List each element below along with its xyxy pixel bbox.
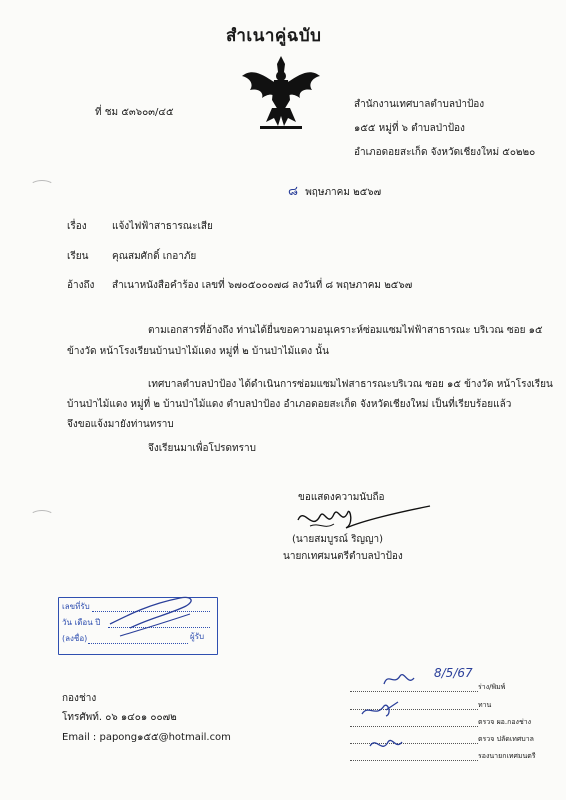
recipient-text: คุณสมศักดิ์ เกอาภัย bbox=[112, 251, 197, 262]
stamp-pen-scribble bbox=[100, 584, 210, 644]
reference-text: สำเนาหนังสือคำร้อง เลขที่ ๖๗๐๕๐๐๐๗๘ ลงวันที่ ๘ พฤษภาคม ๒๕๖๗ bbox=[112, 280, 413, 291]
recipient-label: เรียน bbox=[67, 251, 89, 262]
sender-district-line: อำเภอดอยสะเก็ด จังหวัดเชียงใหม่ ๕๐๒๒๐ bbox=[354, 147, 536, 158]
routing-row-check: ทาน bbox=[478, 701, 492, 709]
footer-department: กองช่าง bbox=[62, 693, 97, 704]
date-day-handwritten: ๘ bbox=[288, 184, 299, 199]
footer-phone: โทรศัพท์. ๐๖ ๑๔๐๑ ๐๐๗๒ bbox=[62, 712, 177, 723]
punch-hole-mark-bottom bbox=[30, 510, 54, 522]
body-paragraph-2-line-2: บ้านป่าไม้แดง หมู่ที่ ๒ บ้านป่าไม้แดง ตำบลป่าป้อง อำเภอดอยสะเก็ด จังหวัดเชียงใหม่ เป็นที่เรียบร้อยแล้ว bbox=[67, 399, 512, 410]
closing-phrase: ขอแสดงความนับถือ bbox=[298, 492, 385, 503]
body-paragraph-1-line-2: ข้างวัด หน้าโรงเรียนบ้านป่าไม้แดง หมู่ที่ ๒ บ้านป่าไม้แดง นั้น bbox=[67, 346, 329, 357]
routing-line-1 bbox=[350, 691, 478, 692]
footer-email: Email : papong๑๕๕@hotmail.com bbox=[62, 732, 231, 743]
subject-text: แจ้งไฟฟ้าสาธารณะเสีย bbox=[112, 221, 213, 232]
signature-scribble bbox=[290, 498, 440, 538]
routing-pen-scribbles bbox=[356, 696, 426, 764]
body-paragraph-1-line-1: ตามเอกสารที่อ้างถึง ท่านได้ยื่นขอความอนุเคราะห์ซ่อมแซมไฟฟ้าสาธารณะ บริเวณ ซอย ๑๕ bbox=[148, 325, 543, 336]
routing-row-deputy: รองนายกเทศมนตรี bbox=[478, 752, 536, 760]
stamp-receiver-suffix: ผู้รับ bbox=[190, 632, 205, 641]
body-paragraph-2-line-1: เทศบาลตำบลป่าป้อง ได้ดำเนินการซ่อมแซมไฟสาธารณะบริเวณ ซอย ๑๕ ข้างวัด หน้าโรงเรียน bbox=[148, 379, 553, 390]
signer-name: (นายสมบูรณ์ ริญญา) bbox=[292, 534, 384, 545]
signer-title: นายกเทศมนตรีตำบลป่าป้อง bbox=[283, 551, 403, 562]
routing-row-draft: ร่าง/พิมพ์ bbox=[478, 683, 506, 691]
punch-hole-mark-top bbox=[30, 180, 54, 192]
reference-label: อ้างถึง bbox=[67, 280, 95, 291]
routing-row-director: ตรวจ ผอ.กองช่าง bbox=[478, 718, 532, 726]
document-number: ที่ ชม ๕๓๖๐๓/๔๕ bbox=[95, 107, 174, 118]
garuda-emblem bbox=[238, 50, 324, 132]
subject-label: เรื่อง bbox=[67, 221, 87, 232]
routing-row-clerk: ตรวจ ปลัดเทศบาล bbox=[478, 735, 534, 743]
body-paragraph-3: จึงเรียนมาเพื่อโปรดทราบ bbox=[148, 443, 256, 454]
routing-handwritten-date bbox=[434, 666, 473, 680]
stamp-receipt-no-label: เลขที่รับ bbox=[62, 602, 90, 611]
date-month-year: พฤษภาคม ๒๕๖๗ bbox=[305, 187, 382, 198]
stamp-date-label: วัน เดือน ปี bbox=[62, 618, 101, 627]
routing-date-text: 8/5/67 bbox=[434, 666, 473, 680]
sender-address-line: ๑๕๕ หมู่ที่ ๖ ตำบลป่าป้อง bbox=[354, 123, 465, 134]
sender-office: สำนักงานเทศบาลตำบลป่าป้อง bbox=[354, 99, 485, 110]
stamp-signer-label: (ลงชื่อ) bbox=[62, 634, 88, 643]
body-paragraph-2-line-3: จึงขอแจ้งมายังท่านทราบ bbox=[67, 419, 174, 430]
letter-date bbox=[288, 185, 381, 199]
document-header-title: สำเนาคู่ฉบับ bbox=[226, 26, 322, 46]
